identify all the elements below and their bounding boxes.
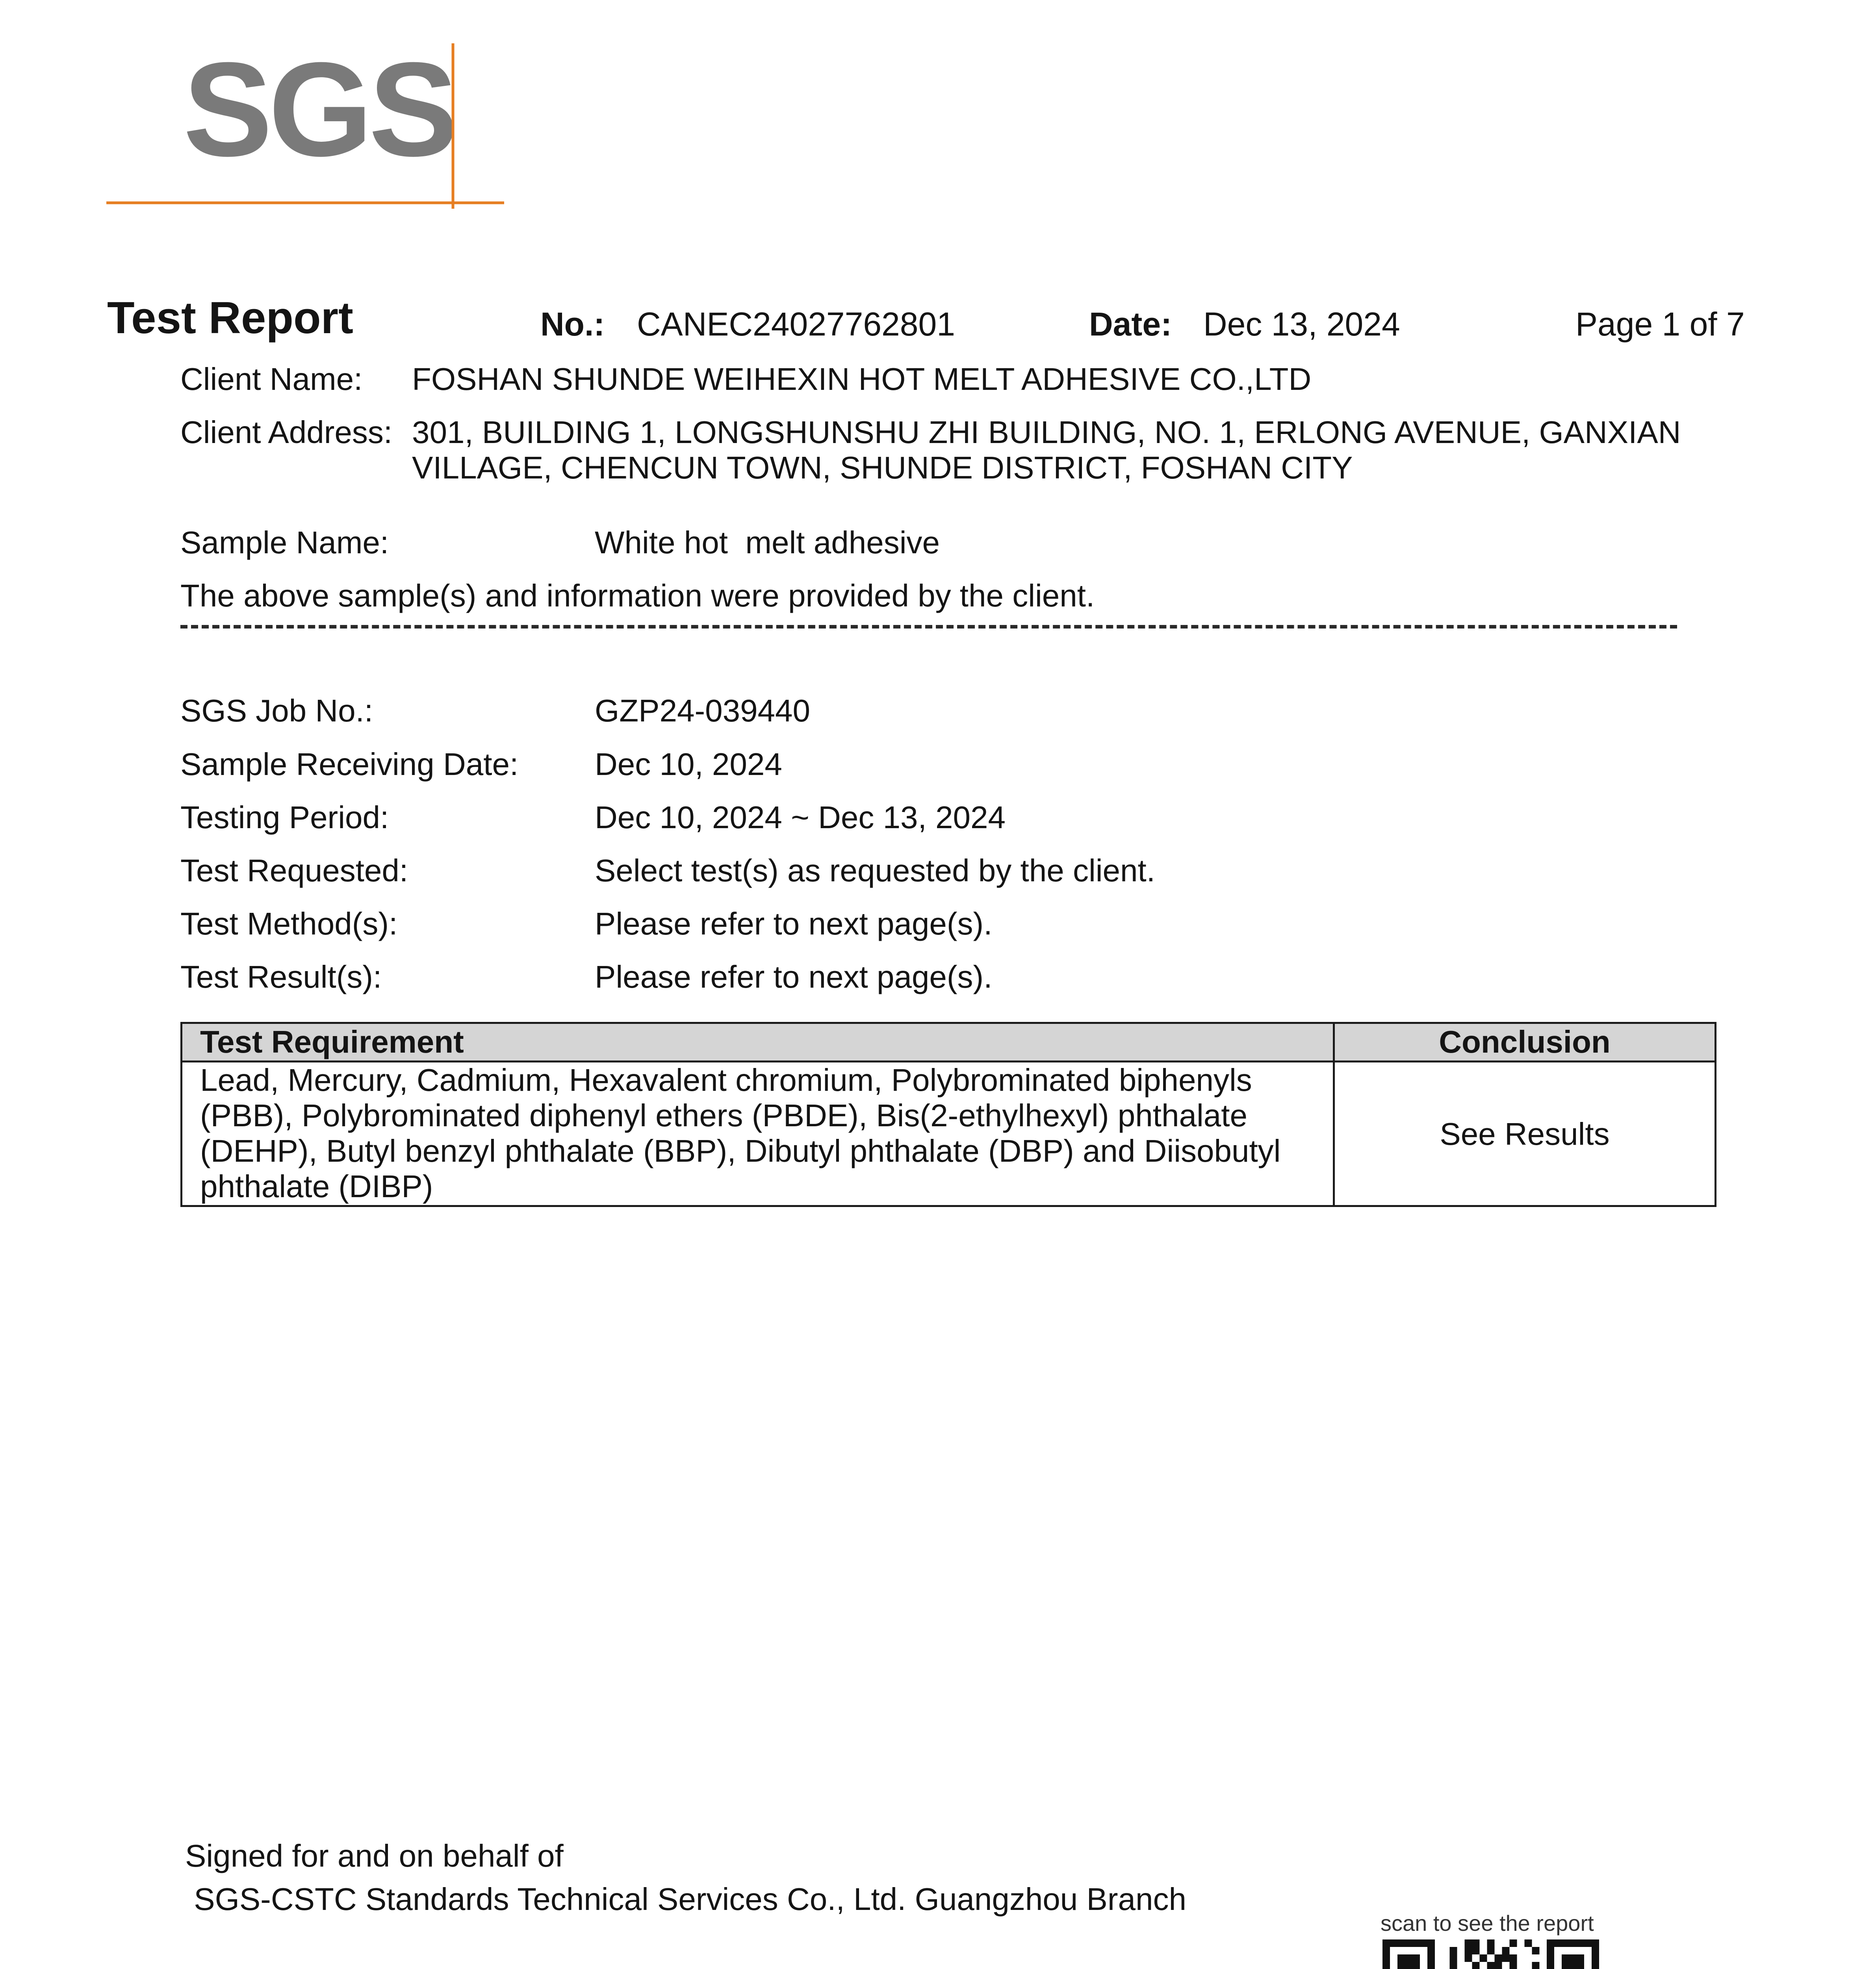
qr-code[interactable] [1382,1939,1599,1969]
sgs-logo [106,43,512,213]
client-name: FOSHAN SHUNDE WEIHEXIN HOT MELT ADHESIVE CO.,LTD [412,362,1312,397]
test-requested: Select test(s) as requested by the client. [595,853,1155,888]
test-result-label: Test Result(s): [180,959,382,994]
receiving-date: Dec 10, 2024 [595,747,782,782]
client-address-label: Client Address: [180,415,393,450]
test-method-label: Test Method(s): [180,906,398,941]
page-indicator: Page 1 of 7 [1575,306,1745,343]
job-number-label: SGS Job No.: [180,693,373,728]
dashed-separator [180,625,1677,629]
report-title: Test Report [107,293,353,343]
testing-period-label: Testing Period: [180,800,389,835]
job-number: GZP24-039440 [595,693,811,728]
conclusion-table [180,1022,1716,1207]
header-test-requirement: Test Requirement [200,1024,464,1059]
receiving-date-label: Sample Receiving Date: [180,747,519,782]
test-method: Please refer to next page(s). [595,906,993,941]
client-name-label: Client Name: [180,362,363,397]
report-number: CANEC24027762801 [637,306,955,343]
report-date-label: Date: [1089,306,1172,343]
svg-text:SGS: SGS [183,43,451,184]
client-address-line-1: 301, BUILDING 1, LONGSHUNSHU ZHI BUILDING, NO. 1, ERLONG AVENUE, GANXIAN [412,415,1681,450]
header-conclusion: Conclusion [1439,1024,1611,1059]
test-requirement-cell: Lead, Mercury, Cadmium, Hexavalent chromium, Polybrominated biphenyls (PBB), Polybrominated diphenyl ethers (PBDE), Bis(2-ethylhexyl) phthalate (DEHP), Butyl benzyl phthalate (BBP), Dibutyl phthalate (DBP) and Diisobutyl phthalate (DIBP) [200,1062,1281,1204]
test-result: Please refer to next page(s). [595,959,993,994]
signing-company: SGS-CSTC Standards Technical Services Co., Ltd. Guangzhou Branch [185,1882,1186,1917]
test-requested-label: Test Requested: [180,853,408,888]
testing-period: Dec 10, 2024 ~ Dec 13, 2024 [595,800,1006,835]
conclusion-cell: See Results [1440,1116,1610,1151]
report-number-label: No.: [540,306,605,343]
signed-for-text: Signed for and on behalf of [185,1838,564,1873]
sample-name-label: Sample Name: [180,525,389,560]
sample-name: White hot melt adhesive [595,525,940,560]
report-date: Dec 13, 2024 [1203,306,1400,343]
client-address-line-2: VILLAGE, CHENCUN TOWN, SHUNDE DISTRICT, FOSHAN CITY [412,450,1353,485]
qr-caption: scan to see the report [1381,1911,1594,1936]
sample-note: The above sample(s) and information were provided by the client. [180,578,1095,613]
